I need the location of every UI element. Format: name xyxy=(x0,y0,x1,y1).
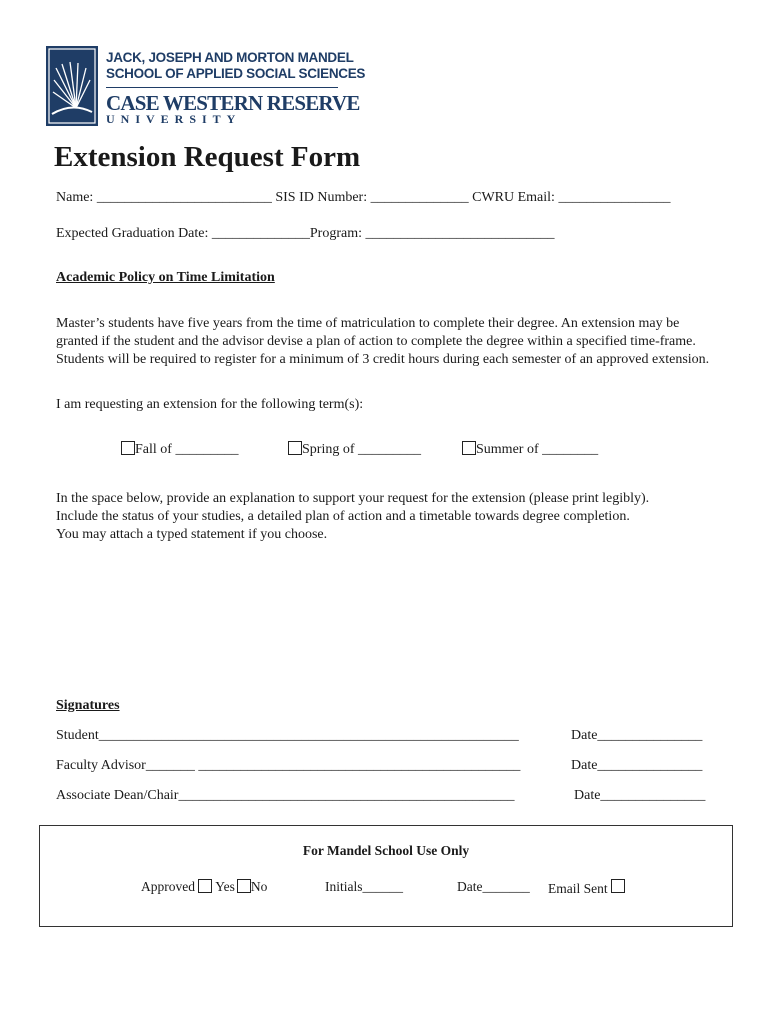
summer-checkbox[interactable] xyxy=(462,441,476,455)
office-use-box xyxy=(39,825,733,927)
logo-text-line3: CASE WESTERN RESERVE xyxy=(106,91,360,115)
policy-paragraph: Master’s students have five years from the time of matriculation to complete their degree. An extension may be granted if the student and the advisor devise a plan of action to complete the degree within a specified time-frame. Students will be required to register for a minimum of 3 credit hours during each semester of an approved extension. xyxy=(56,316,710,367)
name-field[interactable]: _________________________ xyxy=(96,190,272,205)
email-sent-checkbox[interactable] xyxy=(611,879,625,893)
cwru-email-field[interactable]: ________________ xyxy=(558,190,671,205)
dean-signature-field[interactable]: Associate Dean/Chair________________________________________________ xyxy=(56,788,515,803)
no-label: No xyxy=(250,879,268,894)
logo-text-line4: UNIVERSITY xyxy=(106,112,242,126)
explanation-line-3: You may attach a typed statement if you choose. xyxy=(56,527,328,542)
explanation-instructions xyxy=(56,490,736,544)
identification-row-1 xyxy=(56,190,670,206)
summer-label: Summer of ________ xyxy=(476,442,599,457)
approved-label: Approved xyxy=(141,879,195,894)
program-field[interactable]: ___________________________ xyxy=(365,226,555,241)
policy-heading: Academic Policy on Time Limitation xyxy=(56,270,275,285)
signatures-heading: Signatures xyxy=(56,698,120,713)
approval-group xyxy=(141,879,267,895)
logo-text-line1: JACK, JOSEPH AND MORTON MANDEL xyxy=(106,50,354,65)
email-sent-group xyxy=(548,879,625,897)
dean-date-field[interactable]: Date_______________ xyxy=(574,788,706,803)
page-title: Extension Request Form xyxy=(54,141,361,173)
spring-checkbox[interactable] xyxy=(288,441,302,455)
explanation-area[interactable] xyxy=(56,550,716,680)
cwru-email-label: CWRU Email: xyxy=(472,190,555,205)
office-date-field[interactable]: Date_______ xyxy=(457,879,530,894)
student-signature-field[interactable]: Student____________________________________________________________ xyxy=(56,728,519,743)
program-label: Program: xyxy=(309,226,362,241)
graduation-date-label: Expected Graduation Date: xyxy=(56,226,209,241)
fall-label: Fall of _________ xyxy=(135,442,239,457)
graduation-date-field[interactable]: ______________ xyxy=(211,226,310,241)
term-summer xyxy=(462,441,598,458)
spring-label: Spring of _________ xyxy=(302,442,421,457)
student-date-field[interactable]: Date_______________ xyxy=(571,728,703,743)
university-logo-emblem xyxy=(46,46,98,126)
term-spring xyxy=(288,441,421,458)
fall-checkbox[interactable] xyxy=(121,441,135,455)
sunburst-icon xyxy=(46,46,98,126)
logo-text-line2: SCHOOL OF APPLIED SOCIAL SCIENCES xyxy=(106,66,366,81)
yes-checkbox[interactable] xyxy=(198,879,212,893)
request-line: I am requesting an extension for the following term(s): xyxy=(56,397,364,412)
initials-field[interactable]: Initials______ xyxy=(325,879,403,894)
identification-row-2 xyxy=(56,226,555,242)
email-sent-label: Email Sent xyxy=(548,881,608,896)
yes-label: Yes xyxy=(215,879,235,894)
logo-divider xyxy=(106,87,338,88)
sis-id-field[interactable]: ______________ xyxy=(370,190,469,205)
name-label: Name: xyxy=(56,190,94,205)
explanation-line-1: In the space below, provide an explanation to support your request for the extension (please print legibly). xyxy=(56,491,650,506)
no-checkbox[interactable] xyxy=(237,879,251,893)
advisor-date-field[interactable]: Date_______________ xyxy=(571,758,703,773)
advisor-signature-field[interactable]: Faculty Advisor_______ ______________________________________________ xyxy=(56,758,521,773)
sis-id-label: SIS ID Number: xyxy=(275,190,368,205)
explanation-line-2: Include the status of your studies, a detailed plan of action and a timetable towards degree completion. xyxy=(56,509,630,524)
term-fall xyxy=(121,441,238,458)
office-use-title: For Mandel School Use Only xyxy=(302,843,470,858)
